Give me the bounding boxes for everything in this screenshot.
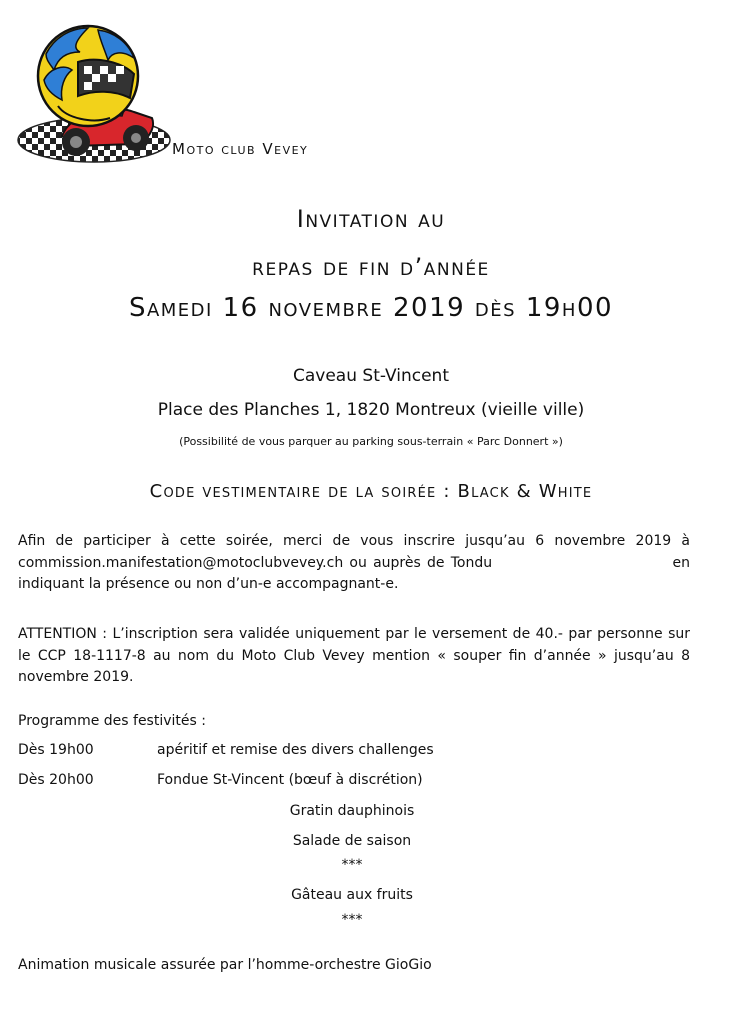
animation-note: Animation musicale assurée par l’homme-orchestre GioGio [18, 957, 432, 973]
program-time: Dès 20h00 [18, 772, 94, 788]
program-description: apéritif et remise des divers challenges [157, 742, 434, 758]
invitation-title: Invitation au [296, 205, 446, 233]
event-date: Samedi 16 novembre 2019 dès 19h00 [128, 293, 614, 323]
dress-code: Code vestimentaire de la soirée : Black & White [149, 481, 593, 502]
program-title: Programme des festivités : [18, 713, 206, 729]
menu-separator: *** [341, 857, 363, 873]
parking-note: (Possibilité de vous parquer au parking sous-terrain « Parc Donnert ») [179, 435, 563, 448]
attention-paragraph: ATTENTION : L’inscription sera validée uniquement par le versement de 40.- par personne sur le CCP 18-1117-8 au nom du Moto Club Vevey mention « souper fin d’année » jusqu’au 8 novembre 2019. [18, 626, 690, 685]
menu-item: Gratin dauphinois [289, 803, 415, 819]
menu-item: Salade de saison [292, 833, 412, 849]
menu-separator: *** [341, 912, 363, 928]
venue-name: Caveau St-Vincent [293, 366, 449, 386]
club-name: Moto club Vevey [172, 140, 309, 158]
menu-item: Gâteau aux fruits [291, 887, 413, 903]
registration-paragraph: Afin de participer à cette soirée, merci de vous inscrire jusqu’au 6 novembre 2019 à commission.manifestation@motoclubvevey.ch ou auprès de Tondu en indiquant la présence ou non d’un-e accompagnant-e. [18, 533, 695, 592]
venue-address: Place des Planches 1, 1820 Montreux (vieille ville) [157, 400, 585, 420]
program-time: Dès 19h00 [18, 742, 94, 758]
event-title: repas de fin d’année [252, 253, 490, 281]
program-description: Fondue St-Vincent (bœuf à discrétion) [157, 772, 423, 788]
moto-helmet-logo-icon [14, 18, 172, 166]
